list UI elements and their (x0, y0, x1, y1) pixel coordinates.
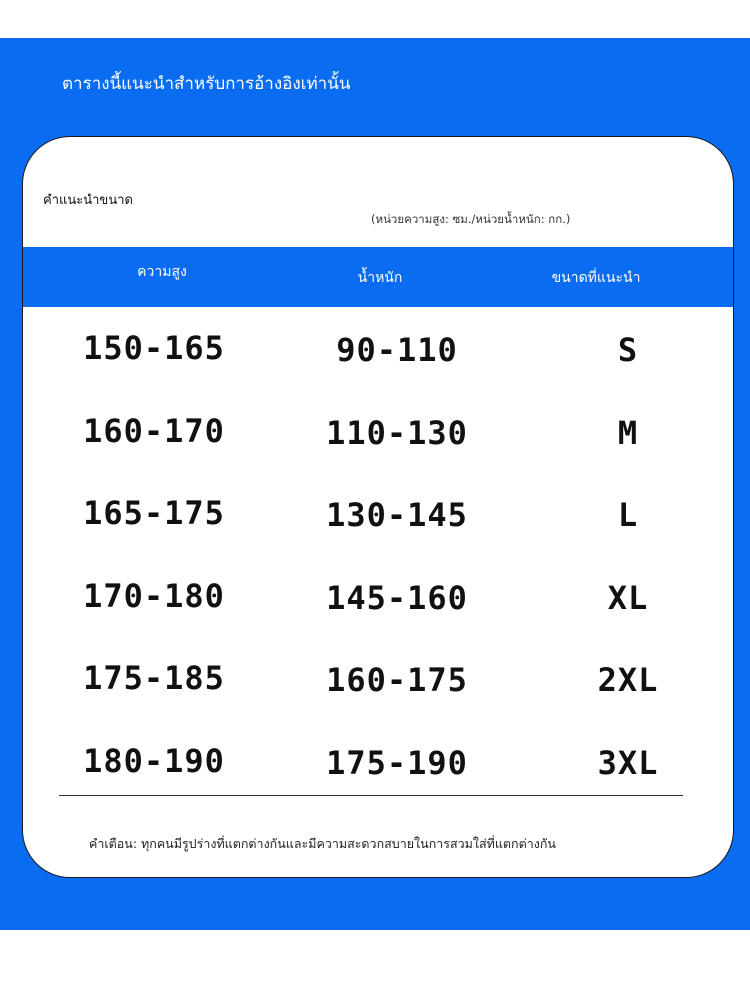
height-cell: 180-190 (83, 741, 225, 780)
weight-cell: 110-130 (326, 413, 468, 452)
height-cell: 150-165 (83, 329, 225, 367)
height-cell: 175-185 (83, 659, 225, 697)
table-row (23, 390, 733, 473)
weight-cell: 90-110 (336, 331, 458, 369)
reference-note: ตารางนี้แนะนำสำหรับการอ้างอิงเท่านั้น (62, 74, 351, 94)
header-weight: น้ำหนัก (357, 270, 403, 286)
table-row (23, 637, 733, 720)
weight-cell: 145-160 (326, 578, 468, 617)
table-divider (59, 795, 683, 796)
size-cell: S (617, 331, 639, 369)
size-cell: 3XL (597, 743, 659, 782)
weight-cell: 130-145 (326, 496, 468, 534)
weight-cell: 175-190 (326, 743, 468, 782)
table-row (23, 472, 733, 555)
size-cell: XL (607, 578, 649, 617)
size-table-body (23, 307, 733, 802)
fit-warning: คำเตือน: ทุกคนมีรูปร่างที่แตกต่างกันและมีความสะดวกสบายในการสวมใส่ที่แตกต่างกัน (89, 836, 556, 851)
card-title: คำแนะนำขนาด (43, 193, 133, 208)
weight-cell: 160-175 (326, 661, 468, 699)
table-header (23, 247, 733, 307)
size-guide-card (22, 136, 734, 878)
size-cell: M (617, 413, 639, 452)
size-cell: L (617, 496, 639, 534)
height-cell: 160-170 (83, 411, 225, 450)
header-size: ขนาดที่แนะนำ (551, 270, 641, 286)
unit-note: (หน่วยความสูง: ซม./หน่วยน้ำหนัก: กก.) (371, 212, 571, 226)
header-height: ความสูง (137, 264, 187, 280)
height-cell: 165-175 (83, 494, 225, 532)
table-row (23, 555, 733, 638)
size-cell: 2XL (597, 661, 659, 699)
height-cell: 170-180 (83, 576, 225, 615)
table-row (23, 307, 733, 390)
table-row (23, 720, 733, 803)
